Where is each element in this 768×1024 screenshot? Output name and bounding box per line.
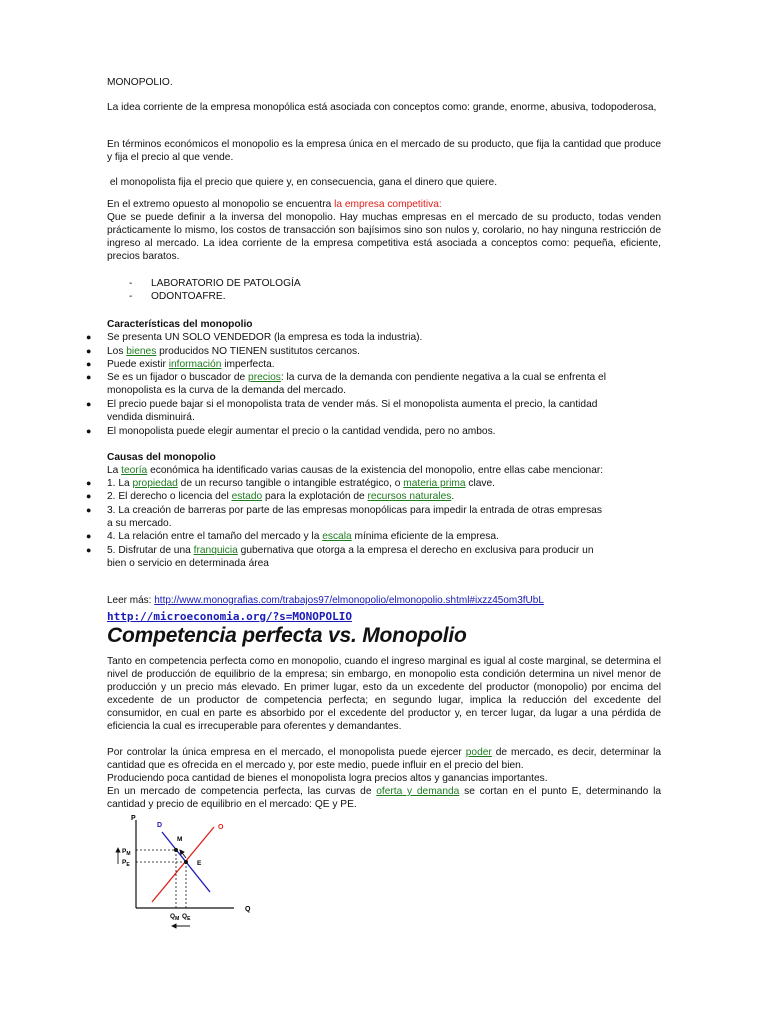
text: 3. La creación de barreras por parte de las empresas monopólicas para impedir la entrada de otras empresas	[107, 505, 602, 516]
qe-label: $Q_E$	[182, 913, 191, 922]
link-estado[interactable]: estado	[231, 491, 263, 502]
link-franquicia[interactable]: franquicia	[193, 545, 238, 556]
shift-arrow-icon	[180, 850, 186, 858]
bullet-icon: ●	[86, 359, 92, 369]
text: producidos NO TIENEN sustitutos cercanos.	[156, 346, 360, 357]
supply-curve	[152, 827, 214, 902]
text: Por controlar la única empresa en el mercado, el monopolista puede ejercer	[107, 747, 466, 758]
list-item	[107, 345, 360, 358]
text: Los	[107, 346, 127, 357]
link-teoria[interactable]: teoría	[121, 465, 148, 476]
bullet-icon: ●	[86, 545, 92, 555]
bullet-icon: ●	[86, 491, 92, 501]
text: de un recurso tangible o intangible estratégico, o	[177, 478, 404, 489]
comparison-paragraph-2	[107, 746, 661, 772]
text: El precio puede bajar si el monopolista trata de vender más. Si el monopolista aumenta el precio, la cantidad	[107, 399, 598, 410]
link-recursos-naturales[interactable]: recursos naturales	[367, 491, 452, 502]
list-item	[107, 544, 593, 570]
text: Puede existir	[107, 359, 169, 370]
competitive-firm-highlight: la empresa competitiva:	[334, 199, 442, 210]
point-m	[174, 848, 178, 852]
link-precios[interactable]: precios	[248, 372, 281, 383]
bullet-icon: ●	[86, 332, 92, 342]
text: 1. La	[107, 478, 133, 489]
point-e-label: E	[197, 860, 202, 867]
text: de mercado, es decir, determinar la cantidad que es ofrecida en el mercado y, por este medio, puede influir en el precio del bien.	[107, 747, 662, 771]
dash-marker: -	[129, 278, 133, 289]
text: 4. La relación entre el tamaño del mercado y la	[107, 531, 323, 542]
text: imperfecta.	[221, 359, 275, 370]
list-item	[107, 504, 602, 530]
paragraph-4-text: En el extremo opuesto al monopolio se encuentra	[107, 199, 335, 210]
demand-label: D	[157, 822, 163, 829]
link-escala[interactable]: escala	[322, 531, 352, 542]
dash-marker: -	[129, 291, 133, 302]
bullet-icon: ●	[86, 478, 92, 488]
bullet-icon: ●	[86, 531, 92, 541]
comparison-paragraph-3: Produciendo poca cantidad de bienes el monopolista logra precios altos y ganancias importantes.	[107, 773, 548, 784]
comparison-paragraph-4	[107, 785, 661, 811]
bullet-icon: ●	[86, 346, 92, 356]
list-item: El monopolista puede elegir aumentar el precio o la cantidad vendida, pero no ambos.	[107, 426, 496, 437]
pe-label: $P_E$	[122, 859, 130, 868]
bullet-icon: ●	[86, 505, 92, 515]
doc-title: MONOPOLIO.	[107, 77, 173, 88]
text: monopolista es la curva de la demanda del mercado.	[107, 385, 346, 396]
bullet-icon: ●	[86, 426, 92, 436]
microeconomia-link[interactable]: http://microeconomia.org/?s=MONOPOLIO	[107, 610, 353, 623]
x-axis-label: Q	[245, 906, 251, 913]
text: vendida disminuirá.	[107, 412, 195, 423]
qm-label: $Q_M$	[170, 913, 180, 922]
pm-label: $P_M$	[122, 848, 131, 857]
text: clave.	[465, 478, 495, 489]
text: 5. Disfrutar de una	[107, 545, 194, 556]
text: gubernativa que otorga a la empresa el derecho en exclusiva para producir un	[237, 545, 594, 556]
text: : la curva de la demanda con pendiente negativa a la cual se enfrenta el	[280, 372, 606, 383]
link-oferta-demanda[interactable]: oferta y demanda	[376, 786, 460, 797]
list-item	[107, 398, 597, 424]
text: La	[107, 465, 122, 476]
causes-intro	[107, 464, 603, 477]
comparison-paragraph-1: Tanto en competencia perfecta como en monopolio, cuando el ingreso marginal es igual al coste marginal, se determina el nivel de producción de equilibrio de la empresa; sin embargo, en monopolio esta condición determina un nivel menor de producción y un precio más elevado. En primer lugar, esto da un excedente del productor (monopolio) por encima del excedente de un productor de competencia perfecta; en segundo lugar, implica la reducción del excedente del consumidor, en cual en parte es absorbido por el excedente del productor y, en tercer lugar, da lugar a una pérdida de eficiencia la cual es irrecuperable para oferentes y demandantes.	[107, 656, 661, 732]
text: mínima eficiente de la empresa.	[351, 531, 499, 542]
text: para la explotación de	[262, 491, 368, 502]
y-axis-label: P	[131, 815, 136, 822]
bullet-icon: ●	[86, 372, 92, 382]
point-e	[184, 860, 188, 864]
text: se cortan en el punto E, determinando la cantidad y precio de equilibrio en el mercado: QE y PE.	[107, 786, 662, 810]
supply-label: O	[218, 824, 224, 831]
text: .	[451, 491, 455, 502]
characteristics-heading: Características del monopolio	[107, 319, 253, 330]
monopoly-diagram	[114, 812, 264, 932]
link-poder[interactable]: poder	[465, 747, 492, 758]
text: En un mercado de competencia perfecta, las curvas de	[107, 786, 377, 797]
link-materia-prima[interactable]: materia prima	[403, 478, 466, 489]
read-more-link[interactable]: http://www.monografias.com/trabajos97/elmonopolio/elmonopolio.shtml#ixzz45om3fUbL	[154, 595, 544, 606]
list-item	[107, 358, 275, 371]
point-m-label: M	[177, 836, 183, 843]
text: 2. El derecho o licencia del	[107, 491, 232, 502]
text: Se es un fijador o buscador de	[107, 372, 249, 383]
text: bien o servicio en determinada área	[107, 558, 269, 569]
list-item: LABORATORIO DE PATOLOGÍA	[151, 278, 301, 289]
list-item	[107, 371, 663, 397]
causes-heading: Causas del monopolio	[107, 452, 216, 463]
paragraph-5: Que se puede definir a la inversa del monopolio. Hay muchas empresas en el mercado de su producto, todas venden prácticamente lo mismo, los costos de transacción son bajísimos sino son nulos y, corolario, no hay ninguna restricción de ingreso al mercado. La idea corriente de la empresa competitiva está asociada a conceptos como: pequeña, eficiente, precios baratos.	[107, 212, 661, 262]
bullet-icon: ●	[86, 399, 92, 409]
paragraph-1: La idea corriente de la empresa monopólica está asociada con conceptos como: grande, enorme, abusiva, todopoderosa,	[107, 102, 657, 113]
list-item	[107, 490, 454, 503]
list-item: ODONTOAFRE.	[151, 291, 226, 302]
paragraph-4	[107, 198, 661, 211]
link-informacion[interactable]: información	[168, 359, 222, 370]
read-more-label: Leer más:	[107, 595, 155, 606]
paragraph-3: el monopolista fija el precio que quiere y, en consecuencia, gana el dinero que quiere.	[107, 177, 498, 188]
read-more	[107, 594, 544, 607]
list-item	[107, 530, 499, 543]
text: económica ha identificado varias causas de la existencia del monopolio, entre ellas cabe mencionar:	[147, 465, 604, 476]
link-propiedad[interactable]: propiedad	[132, 478, 178, 489]
list-item	[107, 477, 495, 490]
section-title: Competencia perfecta vs. Monopolio	[107, 624, 467, 647]
link-bienes[interactable]: bienes	[126, 346, 157, 357]
list-item: Se presenta UN SOLO VENDEDOR (la empresa es toda la industria).	[107, 332, 423, 343]
paragraph-2: En términos económicos el monopolio es la empresa única en el mercado de su producto, que fija la cantidad que produce y fija el precio al que vende.	[107, 139, 661, 163]
text: a su mercado.	[107, 518, 172, 529]
